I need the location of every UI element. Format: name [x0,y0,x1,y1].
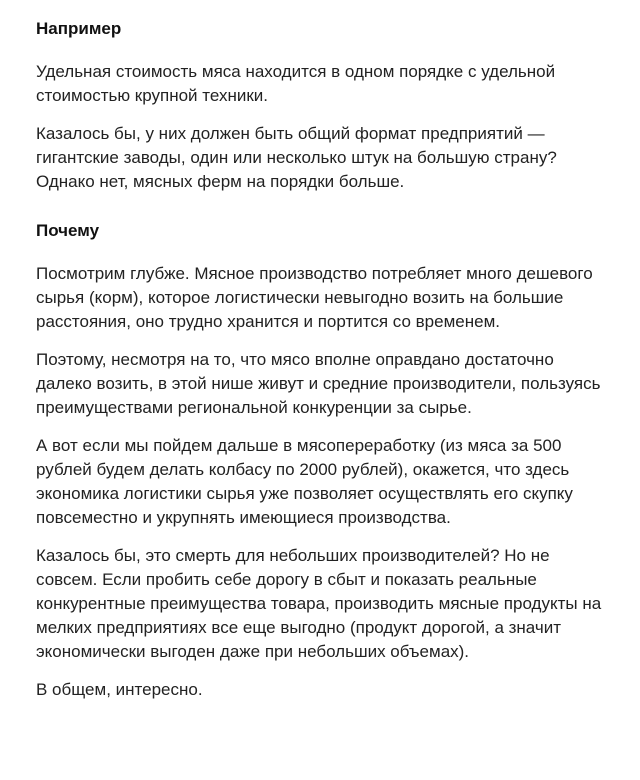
section-heading-example: Например [36,19,122,38]
paragraph: Удельная стоимость мяса находится в одном порядке с удельной стоимостью крупной техники. [36,62,556,105]
paragraph: Казалось бы, это смерть для небольших производителей? Но не совсем. Если пробить себе дорогу в сбыт и показать реальные конкурентные преимущества товара, производить мясные продукты на мелких предприятиях все еще выгодно (продукт дорогой, а значит экономически выгоден даже при небольших объемах). [36,546,602,661]
section-heading-why: Почему [36,221,100,240]
paragraph: Казалось бы, у них должен быть общий формат предприятий — гигантские заводы, один или несколько штук на большую страну? Однако нет, мясных ферм на порядки больше. [36,124,557,191]
paragraph: Посмотрим глубже. Мясное производство потребляет много дешевого сырья (корм), которое логистически невыгодно возить на большие расстояния, оно трудно хранится и портится со временем. [36,264,593,331]
paragraph: А вот если мы пойдем дальше в мясопереработку (из мяса за 500 рублей будем делать колбасу по 2000 рублей), окажется, что здесь экономика логистики сырья уже позволяет осуществлять его скупку повсеместно и укрупнять имеющиеся производства. [36,436,573,527]
paragraph: Поэтому, несмотря на то, что мясо вполне оправдано достаточно далеко возить, в этой нише живут и средние производители, пользуясь преимуществами региональной конкуренции за сырье. [36,350,601,417]
paragraph: В общем, интересно. [36,680,203,699]
